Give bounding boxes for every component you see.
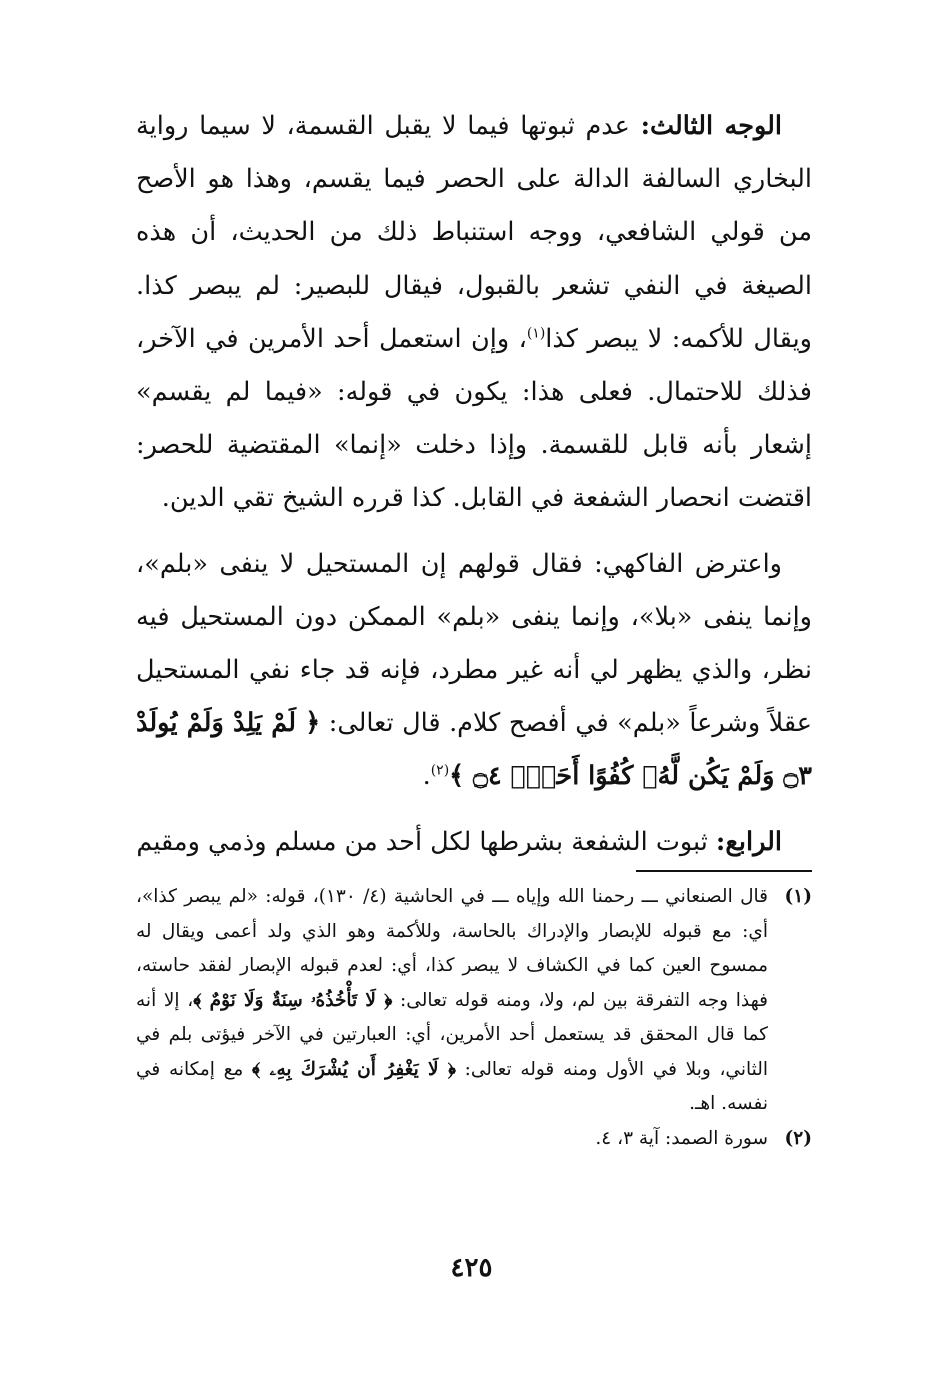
paragraph-text: واعترض الفاكهي: فقال قولهم إن المستحيل لا ينفى «بلم»، وإنما ينفى «بلا»، وإنما ينفى «بلم» الممكن دون المستحيل فيه نظر، والذي يظهر لي أنه غير مطرد، فإنه قد جاء نفي المستحيل عقلاً وشرعاً «بلم» في أفصح كلام. قال تعالى: <box>136 548 812 739</box>
footnote-text: ، إلا أنه كما قال المحقق قد يستعمل أحد الأمرين، أي: العبارتين في الآخر فيؤتى بلم في الثاني، وبلا في الأول ومنه قوله تعالى: <box>136 989 768 1080</box>
footnote-text: مع إمكانه في نفسه. اهـ. <box>136 1058 768 1114</box>
paragraph-text: ، وإن استعمل أحد الأمرين في الآخر، فذلك للاحتمال. فعلى هذا: يكون في قوله: «فيما لم يقسم» إشعار بأنه قابل للقسمة. وإذا دخلت «إنما» المقتضية للحصر: اقتضت انحصار الشفعة في القابل. كذا قرره الشيخ تقي الدين. <box>136 323 812 514</box>
footnote-1 <box>136 880 812 1122</box>
paragraph-fakihi-objection <box>136 538 812 804</box>
footnote-ref-1[interactable]: (١) <box>526 325 546 342</box>
footnotes <box>136 880 812 1156</box>
page-number: ٤٢٥ <box>450 1253 493 1283</box>
quran-verse: ﴿ لَا تَأْخُذُهُۥ سِنَةٌ وَلَا نَوْمٌ ﴾ <box>193 989 393 1011</box>
footnote-text: قال الصنعاني ـــ رحمنا الله وإياه ـــ في الحاشية (٤/ ١٣٠)، قوله: «لم يبصر كذا»، أي: مع قبوله للإبصار والإدراك بالحاسة، وللأكمة وهو الذي ولد أعمى ويقال له ممسوح العين كما في الكشاف لا يبصر كذا، أي: لعدم قبوله الإبصار لفقد حاسته، فهذا وجه التفرقة بين لم، ولا، ومنه قوله تعالى: <box>136 886 769 1011</box>
paragraph-lead: الرابع: <box>715 826 782 857</box>
paragraph-lead: الوجه الثالث: <box>640 111 782 141</box>
footnote-2 <box>136 1122 812 1157</box>
paragraph-text: . <box>422 761 431 792</box>
main-text <box>136 100 812 869</box>
paragraph-text: ثبوت الشفعة بشرطها لكل أحد من مسلم وذمي ومقيم <box>136 826 716 857</box>
paragraph-text: عدم ثبوتها فيما لا يقبل القسمة، لا سيما رواية البخاري السالفة الدالة على الحصر فيما يقسم، وهذا هو الأصح من قولي الشافعي، ووجه استنباط ذلك من الحديث، أن هذه الصيغة في النفي تشعر بالقبول، فيقال للبصير: لم يبصر كذا. ويقال للأكمه: لا يبصر كذا <box>136 111 812 354</box>
paragraph-fourth <box>136 816 812 869</box>
paragraph-third-aspect <box>136 100 812 526</box>
quran-verse: ﴿ لَا يَغْفِرُ أَن يُشْرَكَ بِهِۦ ﴾ <box>252 1058 456 1080</box>
footnote-number: (١) <box>784 886 812 907</box>
footnote-text: سورة الصمد: آية ٣، ٤. <box>595 1127 768 1149</box>
footnote-number: (٢) <box>784 1127 812 1149</box>
quran-verse: ﴿ لَمْ يَلِدْ وَلَمْ يُولَدْ ۝٣ وَلَمْ يَكُن لَّهُۥ كُفُوًا أَحَدٌۢ ۝٤ ﴾ <box>136 708 812 792</box>
footnote-divider <box>636 870 812 872</box>
footnote-ref-2[interactable]: (٢) <box>430 762 450 779</box>
